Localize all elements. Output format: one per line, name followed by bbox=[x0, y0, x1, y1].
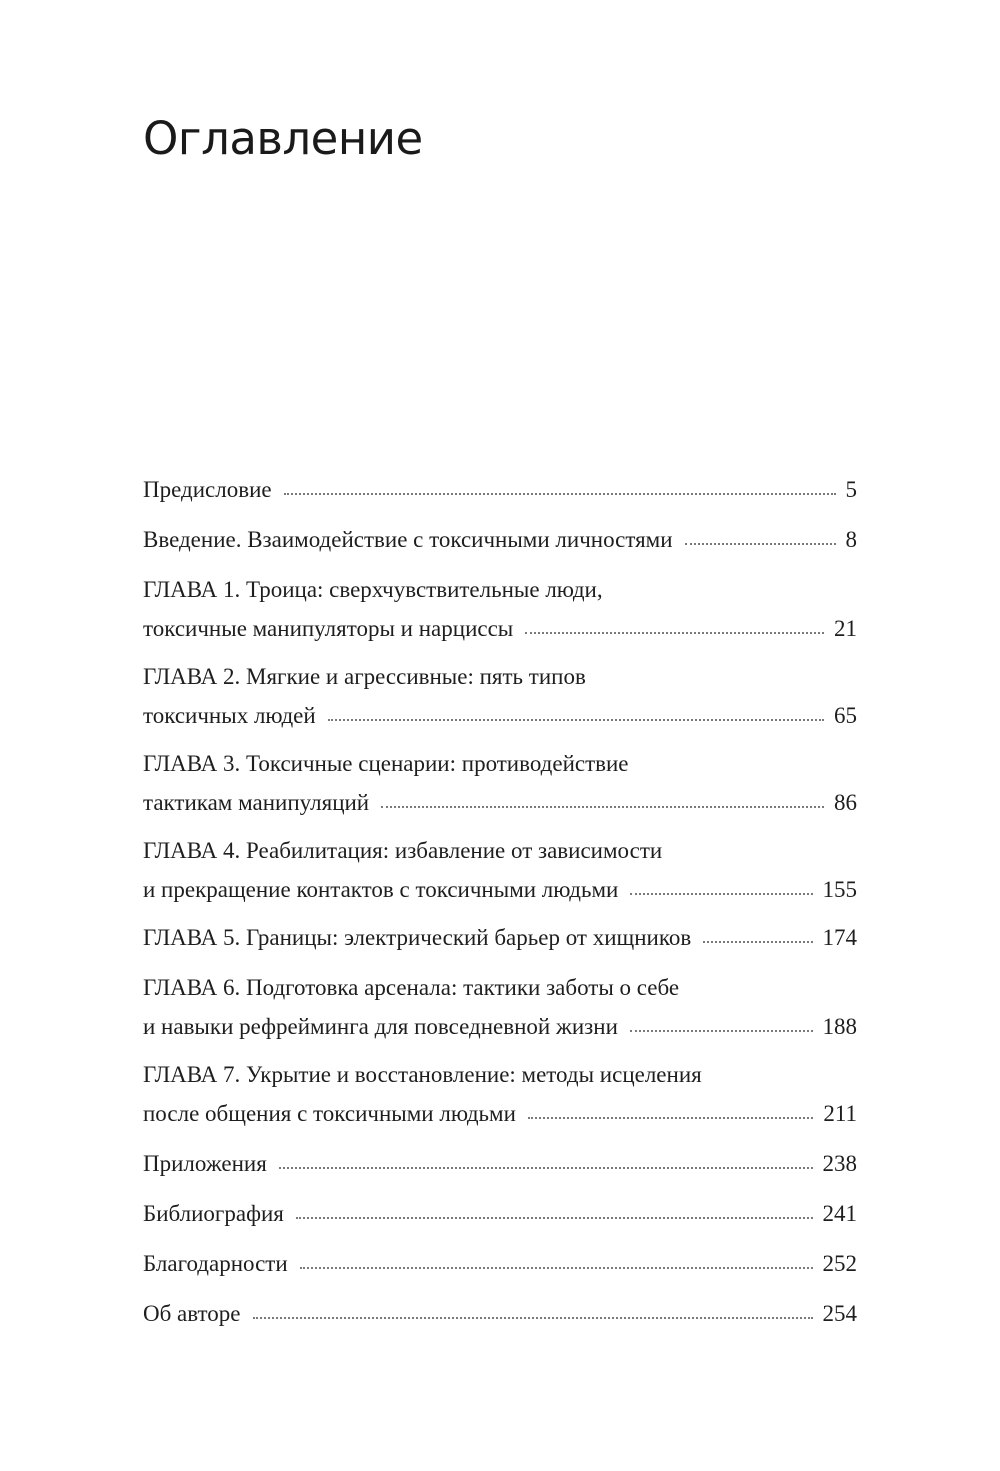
toc-page-number: 254 bbox=[822, 1301, 857, 1326]
toc-line bbox=[143, 968, 857, 1007]
toc-entry-chapter-6[interactable] bbox=[143, 968, 857, 1046]
toc-entry-preface[interactable] bbox=[143, 470, 857, 509]
toc-line bbox=[143, 470, 857, 509]
toc-page-number: 252 bbox=[822, 1251, 857, 1276]
toc-entry-title: ГЛАВА 6. Подготовка арсенала: тактики заботы о себе bbox=[143, 975, 680, 1000]
toc-entry-appendices[interactable] bbox=[143, 1144, 857, 1183]
dot-leader bbox=[630, 893, 812, 895]
dot-leader bbox=[284, 493, 836, 495]
toc-page-number: 241 bbox=[822, 1201, 857, 1226]
toc-entry-introduction[interactable] bbox=[143, 520, 857, 559]
toc-line bbox=[143, 1094, 857, 1133]
toc-line bbox=[143, 918, 857, 957]
toc-entry-title-continued: и навыки рефрейминга для повседневной жизни bbox=[143, 1014, 618, 1039]
toc-page-number: 238 bbox=[822, 1151, 857, 1176]
toc-line bbox=[143, 1294, 857, 1333]
toc-entry-chapter-2[interactable] bbox=[143, 657, 857, 735]
toc-page-number: 188 bbox=[822, 1014, 857, 1039]
toc-entry-chapter-3[interactable] bbox=[143, 744, 857, 822]
toc-entry-title: Библиография bbox=[143, 1201, 284, 1226]
toc-entry-title: Предисловие bbox=[143, 477, 272, 502]
toc-entry-title: ГЛАВА 5. Границы: электрический барьер от хищников bbox=[143, 925, 692, 950]
toc-entry-chapter-1[interactable] bbox=[143, 570, 857, 648]
toc-page-number: 174 bbox=[822, 925, 857, 950]
toc-entry-title-continued: и прекращение контактов с токсичными людьми bbox=[143, 877, 619, 902]
toc-page-number: 86 bbox=[834, 790, 857, 815]
dot-leader bbox=[300, 1267, 813, 1269]
dot-leader bbox=[253, 1317, 813, 1319]
toc-line bbox=[143, 870, 857, 909]
toc-entry-chapter-5[interactable] bbox=[143, 918, 857, 957]
toc-line bbox=[143, 1055, 857, 1094]
toc-line bbox=[143, 1007, 857, 1046]
toc-line bbox=[143, 783, 857, 822]
toc-entry-title: ГЛАВА 4. Реабилитация: избавление от зависимости bbox=[143, 838, 663, 863]
toc-entry-title: Об авторе bbox=[143, 1301, 241, 1326]
toc-entry-title-continued: токсичных людей bbox=[143, 703, 316, 728]
toc-line bbox=[143, 520, 857, 559]
toc-entry-title-continued: тактикам манипуляций bbox=[143, 790, 370, 815]
toc-entry-title: ГЛАВА 1. Троица: сверхчувствительные люди, bbox=[143, 577, 603, 602]
toc-page-number: 155 bbox=[822, 877, 857, 902]
table-of-contents bbox=[143, 470, 857, 1333]
toc-entry-chapter-4[interactable] bbox=[143, 831, 857, 909]
toc-line bbox=[143, 609, 857, 648]
toc-entry-chapter-7[interactable] bbox=[143, 1055, 857, 1133]
toc-page-number: 21 bbox=[834, 616, 857, 641]
toc-line bbox=[143, 744, 857, 783]
toc-page-number: 65 bbox=[834, 703, 857, 728]
toc-line bbox=[143, 1194, 857, 1233]
toc-line bbox=[143, 1144, 857, 1183]
toc-entry-title-continued: после общения с токсичными людьми bbox=[143, 1101, 516, 1126]
toc-page-number: 8 bbox=[845, 527, 857, 552]
dot-leader bbox=[685, 543, 836, 545]
dot-leader bbox=[296, 1217, 813, 1219]
dot-leader bbox=[328, 719, 824, 721]
dot-leader bbox=[528, 1117, 813, 1119]
toc-entry-title: ГЛАВА 7. Укрытие и восстановление: методы исцеления bbox=[143, 1062, 702, 1087]
toc-line bbox=[143, 696, 857, 735]
toc-page-number: 211 bbox=[823, 1101, 857, 1126]
toc-entry-bibliography[interactable] bbox=[143, 1194, 857, 1233]
toc-page-number: 5 bbox=[845, 477, 857, 502]
toc-entry-about-author[interactable] bbox=[143, 1294, 857, 1333]
toc-entry-title: Благодарности bbox=[143, 1251, 288, 1276]
toc-entry-title: Приложения bbox=[143, 1151, 267, 1176]
toc-line bbox=[143, 657, 857, 696]
toc-line bbox=[143, 1244, 857, 1283]
toc-line bbox=[143, 831, 857, 870]
dot-leader bbox=[279, 1167, 813, 1169]
dot-leader bbox=[630, 1030, 813, 1032]
toc-entry-acknowledgements[interactable] bbox=[143, 1244, 857, 1283]
dot-leader bbox=[381, 806, 824, 808]
toc-entry-title: Введение. Взаимодействие с токсичными личностями bbox=[143, 527, 673, 552]
dot-leader bbox=[525, 632, 824, 634]
toc-entry-title: ГЛАВА 3. Токсичные сценарии: противодействие bbox=[143, 751, 629, 776]
toc-entry-title-continued: токсичные манипуляторы и нарциссы bbox=[143, 616, 514, 641]
page-title: Оглавление bbox=[143, 112, 423, 165]
dot-leader bbox=[703, 941, 812, 943]
toc-line bbox=[143, 570, 857, 609]
toc-entry-title: ГЛАВА 2. Мягкие и агрессивные: пять типов bbox=[143, 664, 586, 689]
